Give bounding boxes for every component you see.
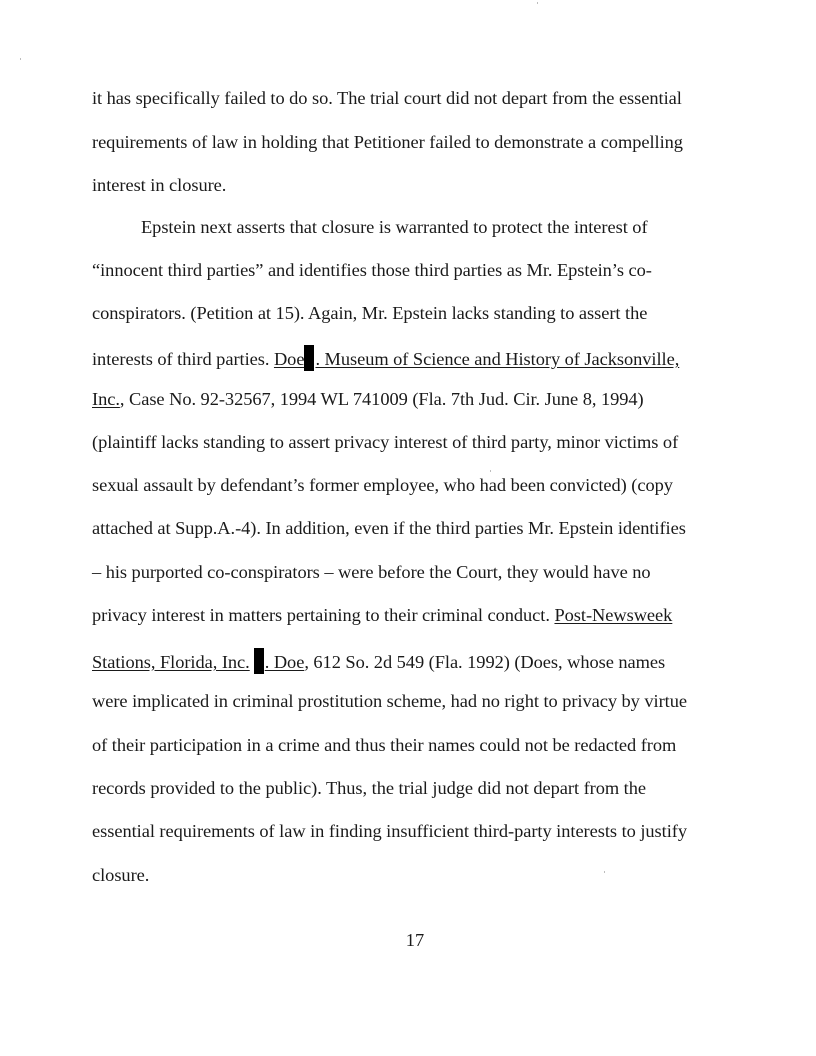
body-text-line: sexual assault by defendant’s former employee, who had been convicted) (copy bbox=[92, 475, 673, 495]
body-text: privacy interest in matters pertaining to their criminal conduct. bbox=[92, 605, 555, 625]
body-text-line: of their participation in a crime and thus their names could not be redacted from bbox=[92, 735, 677, 755]
body-text-line: were implicated in criminal prostitution scheme, had no right to privacy by virtue bbox=[92, 691, 687, 711]
body-text-line: essential requirements of law in finding insufficient third-party interests to justify bbox=[92, 821, 687, 841]
redaction-bar bbox=[304, 345, 314, 371]
body-text-line bbox=[92, 648, 665, 674]
body-text-line: it has specifically failed to do so. The trial court did not depart from the essential bbox=[92, 88, 682, 108]
body-text-line: records provided to the public). Thus, the trial judge did not depart from the bbox=[92, 778, 646, 798]
scan-speck bbox=[537, 2, 538, 4]
body-text: , Case No. 92-32567, 1994 WL 741009 (Fla. 7th Jud. Cir. June 8, 1994) bbox=[119, 389, 644, 409]
body-text-line bbox=[92, 388, 644, 410]
redaction-bar bbox=[254, 648, 264, 674]
case-citation: Post-Newsweek bbox=[554, 605, 673, 625]
body-text: interests of third parties. bbox=[92, 349, 274, 369]
body-text-line: – his purported co-conspirators – were before the Court, they would have no bbox=[92, 562, 651, 582]
body-text-line: (plaintiff lacks standing to assert privacy interest of third party, minor victims of bbox=[92, 432, 679, 452]
body-text-line bbox=[92, 604, 672, 626]
body-text-line: conspirators. (Petition at 15). Again, Mr. Epstein lacks standing to assert the bbox=[92, 303, 648, 323]
body-text-line bbox=[92, 345, 679, 371]
body-text: , 612 So. 2d 549 (Fla. 1992) (Does, whose names bbox=[304, 652, 666, 672]
scan-speck bbox=[490, 470, 491, 472]
body-text-line: interest in closure. bbox=[92, 175, 227, 195]
case-citation: Stations, Florida, Inc. . Doe bbox=[92, 652, 304, 672]
paragraph-first-line: Epstein next asserts that closure is warranted to protect the interest of bbox=[141, 217, 648, 237]
case-citation: Inc. bbox=[92, 389, 120, 409]
body-text-line: requirements of law in holding that Petitioner failed to demonstrate a compelling bbox=[92, 132, 683, 152]
body-text-line: attached at Supp.A.-4). In addition, even if the third parties Mr. Epstein identifies bbox=[92, 518, 686, 538]
case-citation: Doe . Museum of Science and History of Jacksonville, bbox=[274, 349, 679, 369]
scan-speck bbox=[604, 871, 605, 873]
page-number: 17 bbox=[405, 930, 425, 950]
scan-speck bbox=[20, 58, 21, 60]
body-text-line: closure. bbox=[92, 865, 150, 885]
body-text-line: “innocent third parties” and identifies those third parties as Mr. Epstein’s co- bbox=[92, 260, 652, 280]
